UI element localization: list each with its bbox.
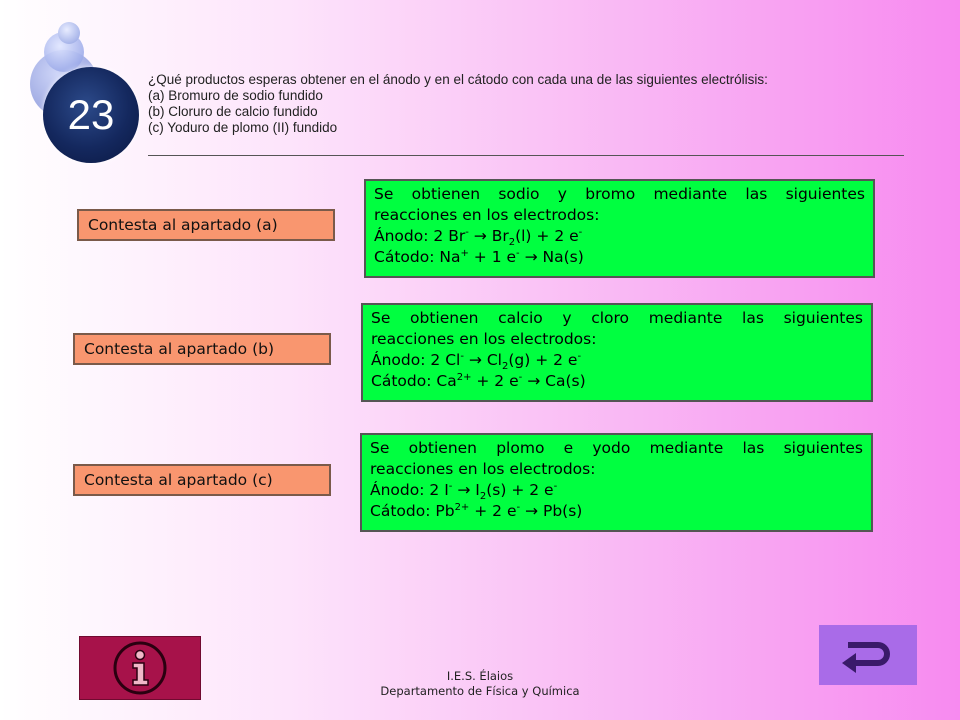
reactant: 2 Br (433, 227, 466, 245)
charge: - (577, 350, 582, 362)
product-rest: (s) + 2 e (486, 481, 554, 499)
charge: - (516, 501, 521, 513)
charge: - (448, 480, 453, 492)
question-text (148, 72, 908, 136)
subscript: 2 (501, 361, 509, 373)
subscript: 2 (479, 491, 487, 503)
return-arrow-icon (840, 633, 896, 677)
anode-reaction (374, 226, 865, 247)
reactant: 2 Cl (430, 351, 461, 369)
anode-label: Ánodo: (374, 227, 429, 245)
answer-b-button-label: Contesta al apartado (b) (84, 340, 275, 358)
anode-label: Ánodo: (371, 351, 426, 369)
product: Br (491, 227, 509, 245)
reaction-arrow-icon: → (473, 227, 487, 245)
cathode-reaction (371, 371, 863, 392)
electrons: + 1 e (473, 248, 517, 266)
question-line: (a) Bromuro de sodio fundido (148, 88, 323, 103)
reactant: 2 I (429, 481, 449, 499)
product: I (475, 481, 480, 499)
product: Cl (486, 351, 502, 369)
answer-a-button-label: Contesta al apartado (a) (88, 216, 278, 234)
charge: - (518, 371, 523, 383)
anode-reaction (371, 350, 863, 371)
electrons: + 2 e (474, 502, 517, 520)
info-icon (112, 640, 168, 696)
product-rest: (l) + 2 e (515, 227, 579, 245)
charge: + (460, 247, 469, 259)
answer-intro: reacciones en los electrodos: (374, 206, 600, 224)
answer-a-button[interactable] (77, 209, 335, 241)
charge: 2+ (456, 371, 472, 383)
question-line: (c) Yoduro de plomo (II) fundido (148, 120, 338, 135)
anode-reaction (370, 480, 863, 501)
question-line: (b) Cloruro de calcio fundido (148, 104, 318, 119)
electrons: + 2 e (476, 372, 519, 390)
footer-department: Departamento de Física y Química (380, 684, 580, 698)
charge: - (578, 226, 583, 238)
product: Pb(s) (542, 502, 583, 520)
info-button[interactable] (79, 636, 201, 700)
charge: - (460, 350, 464, 362)
cathode-label: Cátodo: (374, 248, 435, 266)
reaction-arrow-icon: → (527, 372, 541, 390)
answer-b-box (361, 303, 873, 402)
slide-number: 23 (67, 91, 115, 138)
answer-intro: Se obtienen plomo e yodo mediante las siguientes (370, 439, 863, 457)
answer-a-box (364, 179, 875, 278)
reaction-arrow-icon: → (457, 481, 471, 499)
question-line: ¿Qué productos esperas obtener en el ánodo y en el cátodo con cada una de las siguientes electrólisis: (148, 72, 768, 87)
back-button[interactable] (819, 625, 917, 685)
cathode-label: Cátodo: (370, 502, 431, 520)
decorative-bubble-small (58, 22, 80, 44)
answer-intro: reacciones en los electrodos: (370, 460, 596, 478)
reactant: Ca (436, 372, 457, 390)
charge: 2+ (454, 501, 470, 513)
answer-intro: Se obtienen sodio y bromo mediante las siguientes (374, 185, 865, 203)
footer-school: I.E.S. Élaios (446, 669, 514, 683)
product: Na(s) (542, 248, 584, 266)
slide-number-badge (43, 67, 139, 163)
answer-b-button[interactable] (73, 333, 331, 365)
charge: - (553, 480, 558, 492)
cathode-reaction (370, 501, 863, 522)
header-divider (148, 155, 904, 156)
cathode-label: Cátodo: (371, 372, 432, 390)
reaction-arrow-icon: → (468, 351, 482, 369)
charge: - (516, 247, 520, 259)
answer-c-button[interactable] (73, 464, 331, 496)
reaction-arrow-icon: → (525, 502, 539, 520)
product: Ca(s) (545, 372, 586, 390)
answer-c-box (360, 433, 873, 532)
reactant: Na (439, 248, 461, 266)
answer-c-button-label: Contesta al apartado (c) (84, 471, 273, 489)
product-rest: (g) + 2 e (508, 351, 578, 369)
reactant: Pb (435, 502, 455, 520)
answer-intro: Se obtienen calcio y cloro mediante las siguientes (371, 309, 863, 327)
anode-label: Ánodo: (370, 481, 425, 499)
cathode-reaction (374, 247, 865, 268)
charge: - (465, 226, 469, 238)
answer-intro: reacciones en los electrodos: (371, 330, 597, 348)
reaction-arrow-icon: → (524, 248, 538, 266)
subscript: 2 (508, 237, 516, 249)
